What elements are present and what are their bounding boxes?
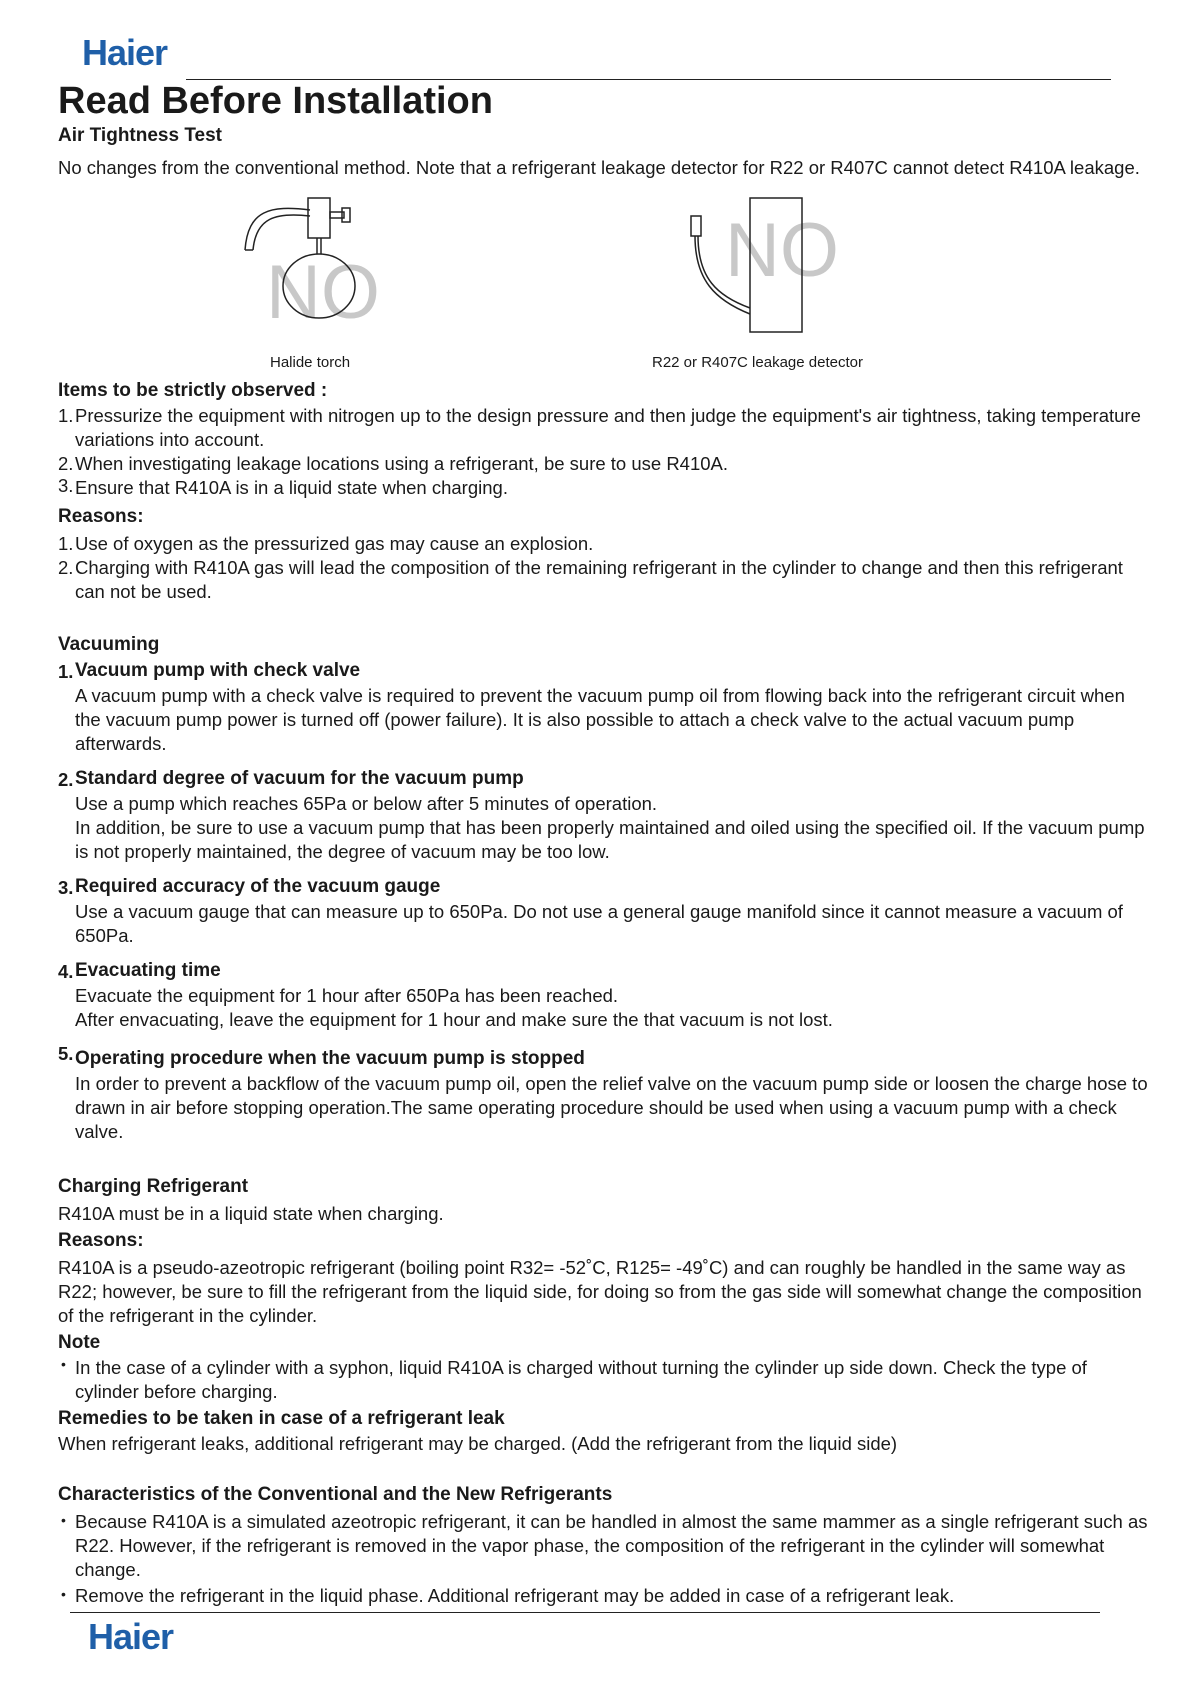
items-num-2: 2. (58, 453, 74, 474)
footer-rule (70, 1612, 1100, 1613)
vac-step-text-4b: After envacuating, leave the equipment for 1 hour and make sure the that vacuum is not lost. (75, 1009, 833, 1030)
no-mark-2: NO (725, 208, 839, 293)
note-bullet: • (61, 1356, 66, 1372)
vac-step-text-2b: In addition, be sure to use a vacuum pump that has been properly maintained and oiled using the specified oil. If the vacuum pump is not properly maintained, the degree of vacuum may be too low. (75, 817, 1145, 862)
air-test-text: No changes from the conventional method. Note that a refrigerant leakage detector for R22 or R407C cannot detect R410A leakage. (58, 157, 1140, 178)
reasons-text-1: Use of oxygen as the pressurized gas may cause an explosion. (75, 533, 594, 554)
figure-caption-detector: R22 or R407C leakage detector (652, 354, 863, 371)
vac-step-text-4a: Evacuate the equipment for 1 hour after 650Pa has been reached. (75, 985, 619, 1006)
vac-step-title-3: Required accuracy of the vacuum gauge (75, 876, 441, 897)
vac-step-text-2a: Use a pump which reaches 65Pa or below after 5 minutes of operation. (75, 793, 658, 814)
remedies-text: When refrigerant leaks, additional refrigerant may be charged. (Add the refrigerant from the liquid side) (58, 1433, 898, 1454)
remedies-heading: Remedies to be taken in case of a refrigerant leak (58, 1408, 505, 1429)
no-mark-1: NO (266, 250, 380, 335)
air-test-heading: Air Tightness Test (58, 125, 222, 146)
vac-step-text-1: A vacuum pump with a check valve is required to prevent the vacuum pump oil from flowing back into the refrigerant circuit when the vacuum pump power is turned off (power failure). It is also possible to attach a check valve to the actual vacuum pump afterwards. (75, 685, 1125, 754)
items-text-1: Pressurize the equipment with nitrogen up to the design pressure and then judge the equipment's air tightness, taking temperature variations into account. (75, 405, 1141, 450)
vacuuming-heading: Vacuuming (58, 634, 160, 655)
vac-step-title-5: Operating procedure when the vacuum pump is stopped (75, 1048, 585, 1069)
vac-step-num-3: 3. (58, 877, 74, 898)
vac-step-num-2: 2. (58, 769, 74, 790)
figure-caption-halide: Halide torch (270, 354, 351, 371)
vac-step-num-1: 1. (58, 661, 74, 682)
items-heading: Items to be strictly observed : (58, 380, 328, 401)
char-item-2: Remove the refrigerant in the liquid phase. Additional refrigerant may be added in case of a refrigerant leak. (75, 1585, 955, 1606)
vac-step-num-4: 4. (58, 961, 74, 982)
reasons-num-1: 1. (58, 533, 74, 554)
page-title: Read Before Installation (58, 80, 493, 122)
halide-torch-illustration (230, 190, 390, 340)
vac-step-title-4: Evacuating time (75, 960, 221, 981)
charging-text: R410A must be in a liquid state when charging. (58, 1203, 444, 1224)
vac-step-text-3: Use a vacuum gauge that can measure up to 650Pa. Do not use a general gauge manifold since it cannot measure a vacuum of 650Pa. (75, 901, 1123, 946)
brand-logo-bottom: Haier (88, 1616, 174, 1657)
reasons-num-2: 2. (58, 557, 74, 578)
characteristics-heading: Characteristics of the Conventional and the New Refrigerants (58, 1484, 613, 1505)
items-text-3: Ensure that R410A is in a liquid state when charging. (75, 477, 508, 498)
char-item-1: Because R410A is a simulated azeotropic refrigerant, it can be handled in almost the same mammer as a single refrigerant such as R22. However, if the refrigerant is removed in the vapor phase, the composition of the refrigerant in the cylinder will somewhat change. (75, 1511, 1148, 1580)
vac-step-num-5: 5. (58, 1043, 74, 1064)
vac-step-text-5: In order to prevent a backflow of the vacuum pump oil, open the relief valve on the vacuum pump side or loosen the charge hose to drawn in air before stopping operation.The same operating procedure should be used when using a vacuum pump with a check valve. (75, 1073, 1148, 1142)
char-bullet-2: • (61, 1586, 66, 1602)
reasons-heading: Reasons: (58, 506, 144, 527)
items-num-1: 1. (58, 405, 74, 426)
charging-reasons-heading: Reasons: (58, 1230, 144, 1251)
items-text-2: When investigating leakage locations using a refrigerant, be sure to use R410A. (75, 453, 729, 474)
charging-heading: Charging Refrigerant (58, 1176, 249, 1197)
charging-reasons-text: R410A is a pseudo-azeotropic refrigerant (boiling point R32= -52˚C, R125= -49˚C) and can roughly be handled in the same way as R22; however, be sure to fill the refrigerant from the liquid side, for doing so from the gas side will somewhat change the composition of the refrigerant in the cylinder. (58, 1257, 1142, 1326)
brand-logo-top: Haier (82, 32, 168, 73)
note-text: In the case of a cylinder with a syphon, liquid R410A is charged without turning the cylinder up side down. Check the type of cylinder before charging. (75, 1357, 1087, 1402)
items-num-3: 3. (58, 475, 74, 496)
char-bullet-1: • (61, 1512, 66, 1528)
vac-step-title-1: Vacuum pump with check valve (75, 660, 361, 681)
note-heading: Note (58, 1332, 101, 1353)
reasons-text-2: Charging with R410A gas will lead the composition of the remaining refrigerant in the cylinder to change and then this refrigerant can not be used. (75, 557, 1123, 602)
vac-step-title-2: Standard degree of vacuum for the vacuum pump (75, 768, 524, 789)
leak-detector-illustration (685, 190, 855, 340)
